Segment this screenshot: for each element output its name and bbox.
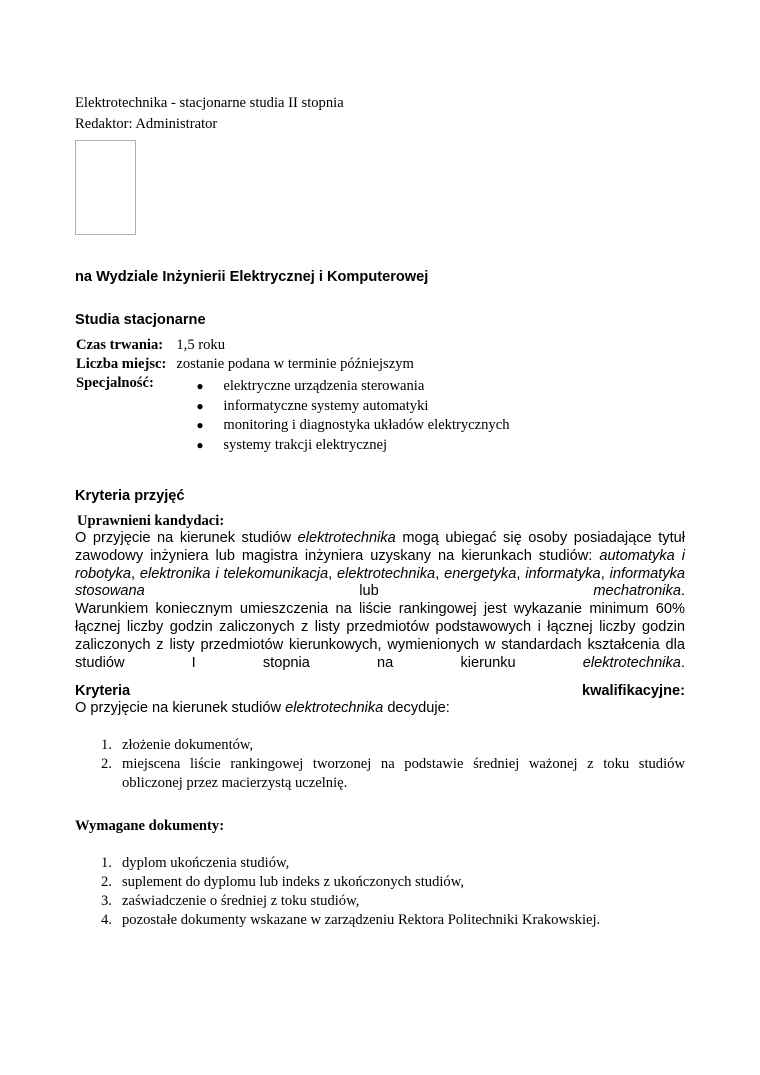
ranking-paragraph xyxy=(75,601,685,672)
studia-heading: Studia stacjonarne xyxy=(75,312,206,328)
list-item xyxy=(75,736,685,755)
bullet-icon: ● xyxy=(196,398,204,413)
editor-line: Redaktor: Administrator xyxy=(75,116,218,132)
text-run-italic: elektrotechnika xyxy=(285,700,384,717)
documents-list xyxy=(75,854,685,930)
list-item xyxy=(196,397,509,417)
spec-list xyxy=(176,377,509,455)
text-run-italic: elektrotechnika xyxy=(582,654,681,671)
list-item xyxy=(75,854,685,873)
spec-label: Specjalność: xyxy=(76,375,154,391)
text-run-italic: informatyka stosowana xyxy=(75,565,686,600)
decyduje-line xyxy=(75,700,685,718)
study-info-table xyxy=(76,336,510,455)
duration-value: 1,5 roku xyxy=(176,337,226,353)
list-number: 1. xyxy=(101,855,112,872)
duration-row xyxy=(76,336,510,355)
document-item-text: suplement do dyplomu lub indeks z ukończonych studiów, xyxy=(122,874,464,891)
bullet-icon: ● xyxy=(196,437,204,452)
document-page xyxy=(75,93,685,930)
kryteria-kwalifikacyjne-heading xyxy=(75,682,685,700)
list-number: 3. xyxy=(101,893,112,910)
eligibility-paragraph xyxy=(75,530,685,601)
text-run: , xyxy=(328,565,338,582)
document-item-text: zaświadczenie o średniej z toku studiów, xyxy=(122,893,360,910)
list-number: 2. xyxy=(101,874,112,891)
document-item-text: pozostałe dokumenty wskazane w zarządzeniu Rektora Politechniki Krakowskiej. xyxy=(122,912,601,929)
list-number: 4. xyxy=(101,912,112,929)
text-run: , xyxy=(130,565,140,582)
text-run: O przyjęcie na kierunek studiów xyxy=(75,530,298,546)
text-run: decyduje: xyxy=(383,700,450,717)
list-item xyxy=(75,892,685,911)
documents-label: Wymagane dokumenty: xyxy=(75,818,225,835)
list-item xyxy=(75,755,685,793)
text-run-italic: elektronika i telekomunikacja xyxy=(139,565,329,582)
text-run: , xyxy=(435,565,445,582)
text-run: O przyjęcie na kierunek studiów xyxy=(75,700,286,717)
criteria-item-text: miejscena liście rankingowej tworzonej na podstawie średniej ważonej z toku studiów obliczonej przez macierzystą uczelnię. xyxy=(122,756,685,792)
places-label: Liczba miejsc: xyxy=(76,356,167,372)
kryteria-heading: Kryteria przyjęć xyxy=(75,488,185,504)
text-run-italic: mechatronika xyxy=(593,583,681,600)
criteria-list xyxy=(75,736,685,793)
spec-cell xyxy=(176,374,509,455)
text-run-italic: automatyka i robotyka xyxy=(75,547,685,582)
text-run: lub xyxy=(144,583,594,600)
text-run: Warunkiem koniecznym umieszczenia na liście rankingowej jest wykazanie minimum 60% łącznej liczby godzin zaliczonych z listy przedmiotów podstawowych i łącznej liczby godzin zaliczonych z listy przedmiotów kierunkowych, wymienionych w standardach kształcenia dla studiów I stopnia na kierunku xyxy=(75,601,685,671)
text-run: , xyxy=(600,565,610,582)
text-run: mogą ubiegać się osoby posiadające tytuł zawodowy inżyniera lub magistra inżyniera uzyskany na kierunkach studiów: xyxy=(75,530,685,564)
list-number: 1. xyxy=(101,737,112,754)
uprawnieni-label: Uprawnieni kandydaci: xyxy=(77,513,225,529)
spec-item-text: systemy trakcji elektrycznej xyxy=(223,436,388,453)
spec-row xyxy=(76,374,510,455)
list-item xyxy=(196,416,509,436)
text-run: . xyxy=(680,654,685,671)
text-run-italic: elektrotechnika xyxy=(297,530,396,546)
spec-item-text: monitoring i diagnostyka układów elektrycznych xyxy=(223,417,510,433)
list-number: 2. xyxy=(101,756,112,773)
image-placeholder xyxy=(75,140,136,235)
duration-label: Czas trwania: xyxy=(76,337,164,353)
criteria-item-text: złożenie dokumentów, xyxy=(122,737,254,754)
list-item xyxy=(75,911,685,930)
kwal-left: Kryteria xyxy=(75,683,131,700)
bullet-icon: ● xyxy=(196,418,204,432)
list-item xyxy=(196,377,509,397)
list-item xyxy=(196,436,509,456)
text-run-italic: informatyka xyxy=(525,565,601,582)
places-value: zostanie podana w terminie późniejszym xyxy=(176,356,414,372)
text-run-italic: elektrotechnika xyxy=(337,565,436,582)
bullet-icon: ● xyxy=(196,379,204,393)
kwal-right: kwalifikacyjne: xyxy=(581,683,685,700)
spec-item-text: elektryczne urządzenia sterowania xyxy=(223,378,425,394)
faculty-heading: na Wydziale Inżynierii Elektrycznej i Komputerowej xyxy=(75,269,429,285)
text-run-italic: energetyka xyxy=(444,565,517,582)
document-title: Elektrotechnika - stacjonarne studia II stopnia xyxy=(75,95,344,111)
text-run: . xyxy=(680,583,685,600)
spec-item-text: informatyczne systemy automatyki xyxy=(223,397,429,414)
list-item xyxy=(75,873,685,892)
text-run: , xyxy=(516,565,526,582)
places-row xyxy=(76,355,510,374)
document-item-text: dyplom ukończenia studiów, xyxy=(122,855,290,872)
